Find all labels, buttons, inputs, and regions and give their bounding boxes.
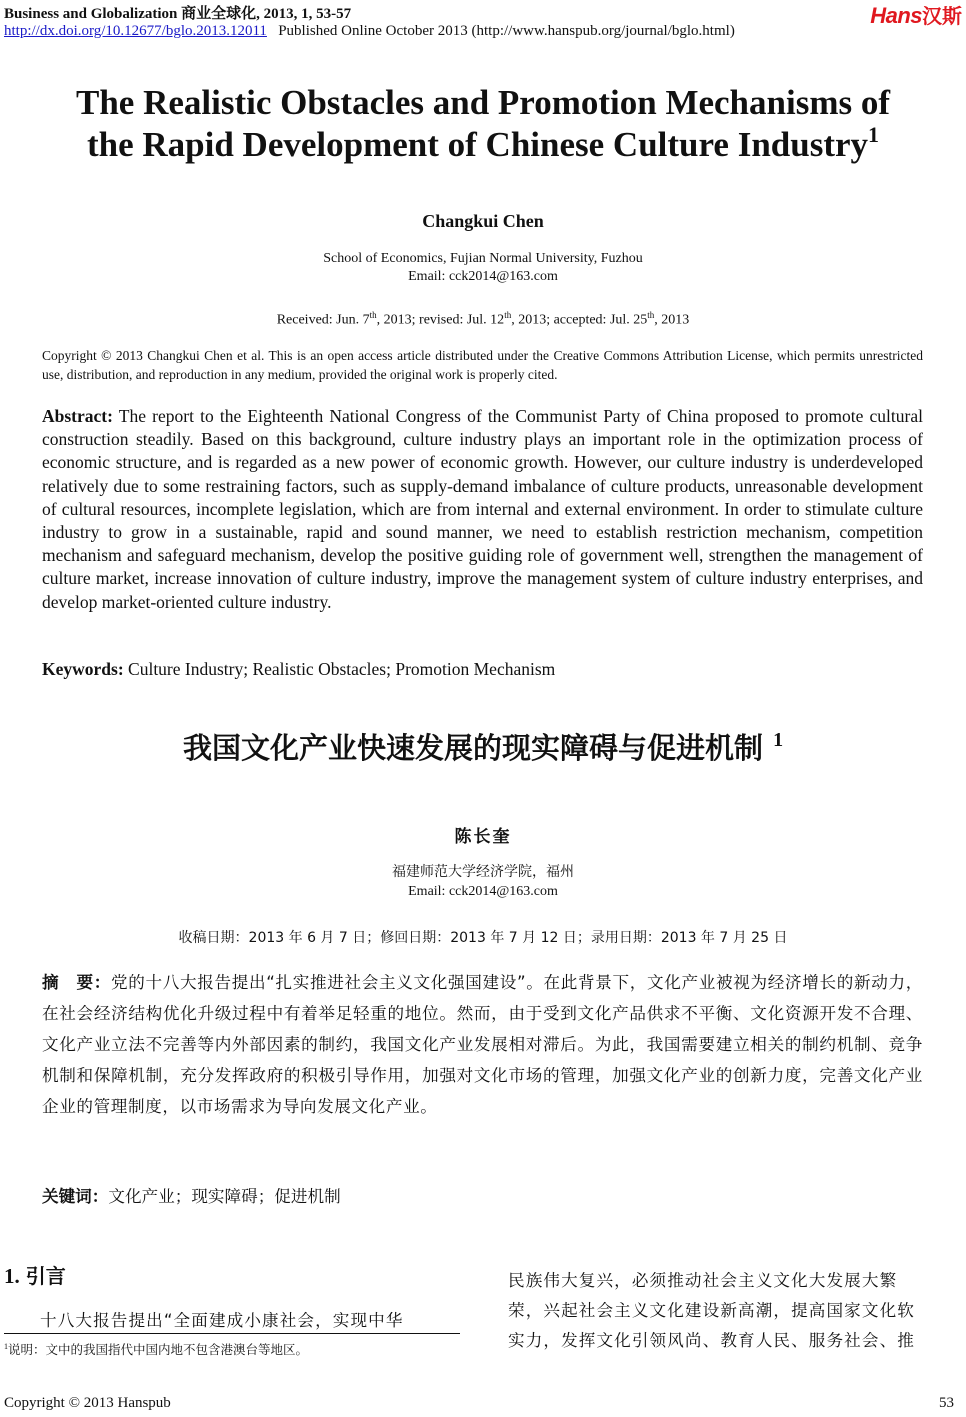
text-line: 实力，发挥文化引领风尚、教育人民、服务社会、推 bbox=[508, 1331, 915, 1350]
dates-en bbox=[0, 310, 966, 329]
abstract-cn-text: 党的十八大报告提出“扎实推进社会主义文化强国建设”。在此背景下，文化产业被视为经济增长的新动力，在社会经济结构优化升级过程中有着举足轻重的地位。然而，由于受到文化产品供求不平衡、文化资源开发不合理、文化产业立法不完善等内外部因素的制约，我国文化产业发展相对滞后。为此，我国需要建立相关的制约机制、竞争机制和保障机制，充分发挥政府的积极引导作用，加强对文化市场的管理，加强文化产业的创新力度，完善文化产业企业的管理制度，以市场需求为导向发展文化产业。 bbox=[42, 973, 923, 1116]
keywords-cn-label: 关键词： bbox=[42, 1187, 109, 1206]
author-cn: 陈长奎 bbox=[454, 827, 512, 847]
revised-date: , 2013; revised: Jul. 12 bbox=[376, 312, 505, 328]
keywords-label: Keywords: bbox=[42, 659, 124, 679]
affiliation-en bbox=[0, 250, 966, 286]
doi-line bbox=[4, 23, 735, 40]
text-line: 民族伟大复兴，必须推动社会主义文化大发展大繁 bbox=[508, 1271, 898, 1290]
keywords-en bbox=[42, 659, 555, 680]
accepted-year: , 2013 bbox=[654, 312, 690, 328]
abstract-en bbox=[42, 405, 923, 614]
keywords-cn-text: 文化产业；现实障碍；促进机制 bbox=[108, 1187, 341, 1206]
paper-title-en bbox=[0, 82, 966, 166]
keywords-text: Culture Industry; Realistic Obstacles; Promotion Mechanism bbox=[123, 659, 556, 679]
section-heading bbox=[4, 1260, 66, 1289]
copyright-notice: Copyright © 2013 Changkui Chen et al. This is an open access article distributed under the Creative Commons Attribution License, which permits unrestricted use, distribution, and reproduction in any medium, provided the original work is properly cited. bbox=[42, 348, 923, 382]
journal-citation: Business and Globalization 商业全球化, 2013, 1, 53-57 bbox=[4, 6, 352, 22]
footer-copyright: Copyright © 2013 Hanspub bbox=[4, 1395, 171, 1411]
page-number: 53 bbox=[939, 1395, 954, 1411]
footnote bbox=[4, 1340, 308, 1358]
publisher-logo bbox=[870, 0, 962, 29]
affiliation-text: School of Economics, Fujian Normal University, Fuzhou bbox=[323, 251, 643, 266]
ordinal-suffix: th bbox=[647, 310, 655, 320]
ordinal-suffix: th bbox=[369, 310, 377, 320]
logo-latin: Hans bbox=[870, 3, 922, 28]
logo-cn: 汉斯 bbox=[922, 4, 962, 28]
published-online: Published Online October 2013 (http://www.hanspub.org/journal/bglo.html) bbox=[278, 23, 735, 39]
abstract-text: The report to the Eighteenth National Congress of the Communist Party of China proposed to promote cultural construction steadily. Based on this background, culture industry plays an important role in the optimization process of economic structure, and is regarded as a new power of economic growth. However, our culture industry is underdeveloped relatively due to some restraining factors, such as supply-demand imbalance of culture products, unreasonable development of cultural resources, incomplete legislation, which are from internal and external environment. In order to stimulate culture industry to grow in a sustainable, rapid and sound manner, we need to establish restriction mechanism, competition mechanism and safeguard mechanism, develop the positive guiding role of government well, strengthen the management of culture market, increase innovation of culture industry, improve the management system of culture industry enterprises, and develop market-oriented culture industry. bbox=[42, 406, 923, 612]
affiliation-cn-text: 福建师范大学经济学院，福州 bbox=[392, 864, 574, 880]
intro-paragraph-left: 十八大报告提出“全面建成小康社会，实现中华 bbox=[40, 1311, 404, 1330]
ordinal-suffix: th bbox=[504, 310, 512, 320]
footnote-text: 说明：文中的我国指代中国内地不包含港澳台等地区。 bbox=[8, 1342, 309, 1357]
dates-cn: 收稿日期：2013 年 6 月 7 日；修回日期：2013 年 7 月 12 日；录用日期：2013 年 7 月 25 日 bbox=[178, 930, 788, 946]
section-number: 1. bbox=[4, 1264, 20, 1288]
title-footnote-mark: 1 bbox=[868, 122, 880, 147]
text-line: 荣，兴起社会主义文化建设新高潮，提高国家文化软 bbox=[508, 1301, 915, 1320]
accepted-date: , 2013; accepted: Jul. 25 bbox=[511, 312, 648, 328]
email-cn: Email: cck2014@163.com bbox=[408, 884, 558, 899]
paper-title-cn bbox=[0, 726, 966, 767]
abstract-cn-label: 摘 要： bbox=[42, 973, 112, 992]
received-date: Received: Jun. 7 bbox=[276, 312, 370, 328]
title-line-2: the Rapid Development of Chinese Culture Industry bbox=[86, 125, 869, 164]
affiliation-cn bbox=[0, 862, 966, 902]
intro-paragraph-right bbox=[508, 1266, 963, 1356]
title-line-1: The Realistic Obstacles and Promotion Mechanisms of bbox=[75, 83, 891, 122]
abstract-label: Abstract: bbox=[42, 406, 113, 426]
keywords-cn bbox=[42, 1183, 341, 1207]
abstract-cn bbox=[42, 967, 923, 1122]
title-cn-text: 我国文化产业快速发展的现实障碍与促进机制 bbox=[182, 731, 763, 765]
footnote-mark: 1 bbox=[4, 1341, 8, 1351]
doi-link[interactable]: http://dx.doi.org/10.12677/bglo.2013.12011 bbox=[4, 23, 267, 39]
section-title: 引言 bbox=[25, 1264, 66, 1288]
footnote-divider bbox=[4, 1333, 460, 1334]
title-cn-footnote-mark: 1 bbox=[773, 729, 784, 751]
author-en: Changkui Chen bbox=[422, 211, 544, 231]
email-en: Email: cck2014@163.com bbox=[408, 269, 558, 284]
